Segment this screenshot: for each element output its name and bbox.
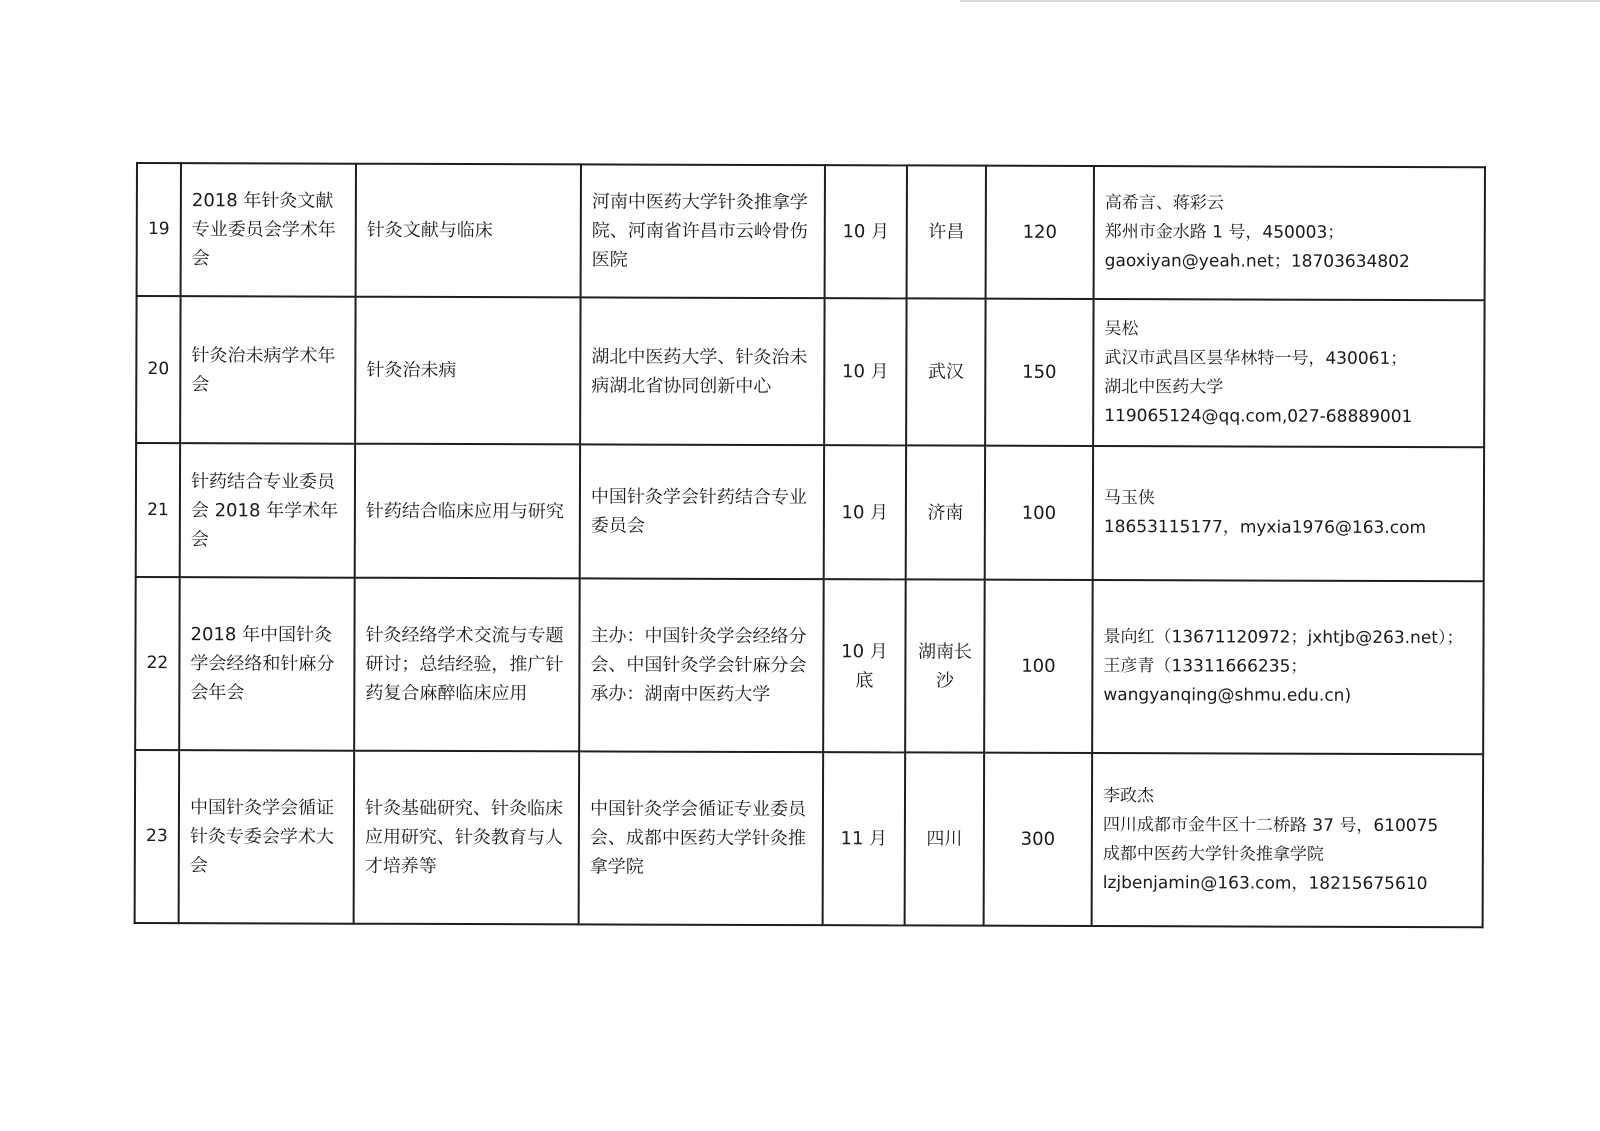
meeting-month: 10 月 — [825, 165, 907, 298]
meeting-month: 10 月 — [824, 445, 906, 579]
organizer: 主办：中国针灸学会经络分会、中国针灸学会针麻分会 承办：湖南中医药大学 — [579, 578, 824, 752]
contact-info: 吴松 武汉市武昌区昙华林特一号，430061； 湖北中医药大学 119065124@qq.com,027-68889001 — [1093, 299, 1484, 447]
meeting-city: 四川 — [905, 752, 985, 925]
meeting-month: 10 月 — [824, 298, 906, 445]
contact-info: 马玉侠 18653115177，myxia1976@163.com — [1093, 446, 1484, 581]
meeting-month: 11 月 — [823, 752, 906, 925]
table-row — [135, 750, 1484, 927]
meeting-topic: 针灸基础研究、针灸临床应用研究、针灸教育与人才培养等 — [354, 751, 580, 925]
meeting-name: 2018 年中国针灸学会经络和针麻分会年会 — [179, 577, 355, 751]
meeting-topic: 针灸治未病 — [355, 297, 580, 445]
table-row — [137, 163, 1485, 300]
organizer: 河南中医药大学针灸推拿学院、河南省许昌市云岭骨伤医院 — [581, 164, 825, 298]
attendee-count: 100 — [984, 580, 1093, 753]
organizer: 中国针灸学会循证专业委员会、成都中医药大学针灸推拿学院 — [579, 751, 824, 925]
contact-info: 高希言、蒋彩云 郑州市金水路 1 号，450003； gaoxiyan@yeah.net；18703634802 — [1094, 166, 1485, 300]
meeting-city: 济南 — [906, 445, 985, 579]
contact-info: 李政杰 四川成都市金牛区十二桥路 37 号，610075 成都中医药大学针灸推拿学院 lzjbenjamin@163.com，18215675610 — [1092, 753, 1484, 927]
meeting-topic: 针灸经络学术交流与专题研讨；总结经验，推广针药复合麻醉临床应用 — [354, 578, 580, 752]
conference-table — [134, 162, 1486, 928]
attendee-count: 150 — [985, 299, 1093, 446]
attendee-count: 100 — [985, 446, 1093, 580]
scan-edge-line — [960, 0, 1600, 2]
table-row — [135, 577, 1484, 754]
organizer: 湖北中医药大学、针灸治未病湖北省协同创新中心 — [580, 297, 824, 445]
attendee-count: 300 — [984, 753, 1093, 926]
table-row — [136, 296, 1484, 447]
meeting-city: 武汉 — [906, 298, 985, 445]
contact-info: 景向红（13671120972；jxhtjb@263.net）； 王彦青（13311666235； wangyanqing@shmu.edu.cn) — [1092, 580, 1484, 754]
meeting-topic: 针灸文献与临床 — [356, 164, 581, 298]
organizer: 中国针灸学会针药结合专业委员会 — [580, 444, 824, 579]
meeting-name: 中国针灸学会循证针灸专委会学术大会 — [179, 750, 355, 924]
row-number: 22 — [135, 577, 180, 750]
row-number: 20 — [136, 296, 180, 443]
row-number: 21 — [136, 443, 180, 577]
meeting-name: 2018 年针灸文献专业委员会学术年会 — [181, 163, 356, 297]
row-number: 23 — [135, 750, 180, 923]
table-row — [136, 443, 1484, 581]
meeting-city: 许昌 — [907, 165, 986, 298]
attendee-count: 120 — [986, 166, 1094, 299]
meeting-name: 针灸治未病学术年会 — [180, 296, 355, 444]
row-number: 19 — [137, 163, 181, 296]
meeting-topic: 针药结合临床应用与研究 — [355, 444, 580, 579]
meeting-name: 针药结合专业委员会 2018 年学术年会 — [180, 443, 355, 578]
meeting-city: 湖南长沙 — [905, 579, 985, 752]
meeting-month: 10 月 底 — [823, 579, 906, 752]
